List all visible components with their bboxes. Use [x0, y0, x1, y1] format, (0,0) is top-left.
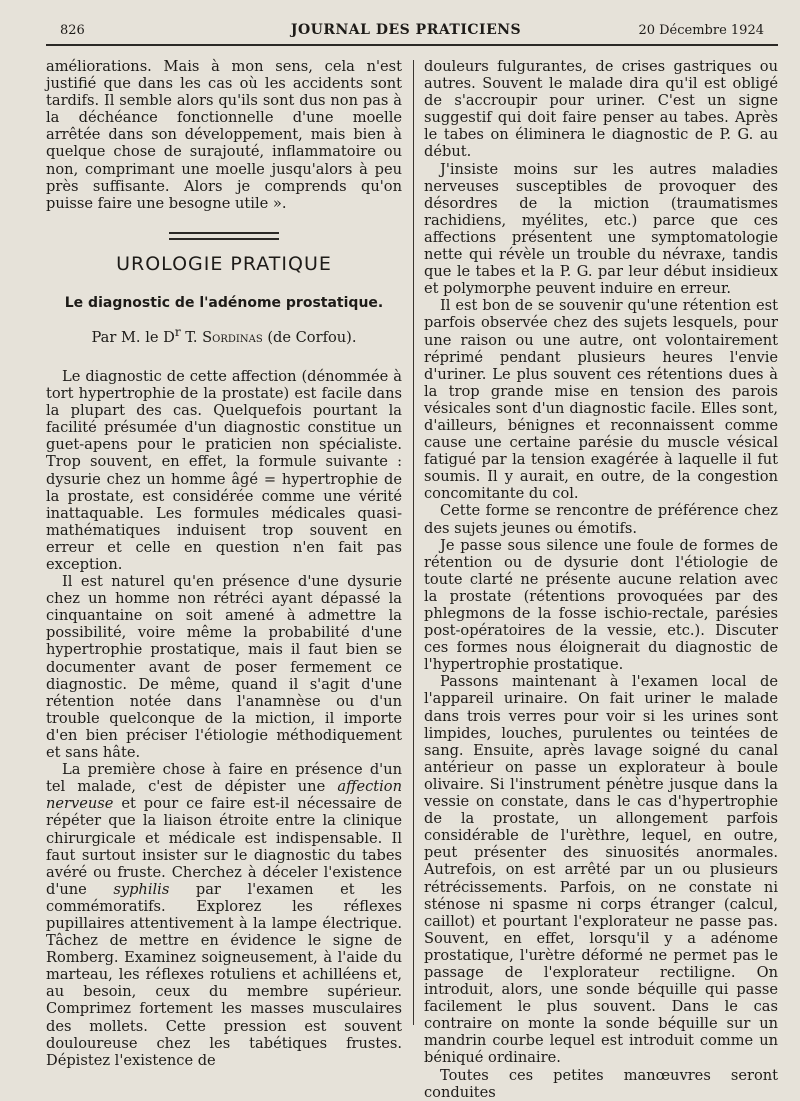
author-name: Sordinas — [202, 328, 263, 346]
paragraph: Le diagnostic de cette affection (dénommée à tort hypertrophie de la prostate) est facile dans la plupart des cas. Quelquefois pourtant la facilité présumée d'un diagnostic constitue un guet-apens pour le praticien non spécialiste. Trop souvent, en effet, la formule suivante : dysurie chez un homme âgé = hypertrophie de la prostate, est considérée comme une vérité inattaquable. Les formules médicales quasi-mathématiques induisent trop souvent en erreur et celle en question n'en fait pas exception. — [46, 367, 402, 574]
paragraph: Je passe sous silence une foule de formes de rétention ou de dysurie dont l'étiologie de toute clarté ne présente aucune relation avec la prostate (rétentions provoquées par des phlegmons de la fosse ischio-rectale, parésies post-opératoires de la vessie, etc.). Discuter ces formes nous éloignerait du diagnostic de l'hypertrophie prostatique. — [424, 536, 778, 674]
italic-term: affection nerveuse — [46, 778, 402, 813]
page-header — [30, 18, 782, 44]
header-rule — [46, 44, 778, 46]
byline — [46, 324, 402, 346]
paragraph-continued: améliorations. Mais à mon sens, cela n'est justifié que dans les cas où les accidents sont tardifs. Il semble alors qu'ils sont dus non pas à la déchéance fonctionnelle d'une moelle arrêtée dans son développement, mais bien à quelque chose de surajouté, inflammatoire ou non, comprimant une moelle jusqu'alors à peu près suffisante. Alors je comprends qu'on puisse faire une besogne utile ». — [46, 58, 402, 212]
text-run: par l'examen et les commémoratifs. Explorez les réflexes pupillaires attentivement à la lampe électrique. Tâchez de mettre en évidence le signe de Romberg. Examinez soigneusement, à l'aide du marteau, les réflexes rotuliens et achilléens et, au besoin, ceux du membre supérieur. Comprimez fortement les masses musculaires des mollets. Cette pression est souvent douloureuse chez les tabétiques frustes. Dépistez l'existence de — [46, 880, 402, 1069]
paragraph: Il est naturel qu'en présence d'une dysurie chez un homme non rétréci ayant dépassé la cinquantaine on soit amené à admettre la possibilité, voire même la probabilité d'une hypertrophie prostatique, mais il faut bien se documenter avant de poser fermement ce diagnostic. De même, quand il s'agit d'une rétention notée dans l'anamnèse ou d'un trouble quelconque de la miction, il importe d'en bien préciser l'étiologie méthodiquement et sans hâte. — [46, 573, 402, 762]
byline-prefix: Par M. le D — [91, 328, 175, 346]
paragraph — [46, 761, 402, 1069]
column-rule — [413, 60, 414, 1025]
page-number: 826 — [60, 23, 85, 38]
byline-initial: T. — [180, 328, 203, 346]
text-run: La première chose à faire en présence d'un tel malade, c'est de dépister une — [46, 761, 402, 796]
section-separator — [169, 232, 279, 240]
article-title: Le diagnostic de l'adénome prostatique. — [64, 294, 384, 311]
text-run: et pour ce faire est-il nécessaire de répéter que la liaison étroite entre la clinique chirurgicale et médicale est indispensable. Il faut surtout insister sur le diagnostic du tabes avéré ou fruste. Cherchez à déceler l'existence d'une — [46, 795, 402, 898]
italic-term: syphilis — [113, 880, 170, 898]
left-column — [46, 58, 402, 1069]
section-title: UROLOGIE PRATIQUE — [116, 252, 332, 275]
paragraph: Il est bon de se souvenir qu'une rétention est parfois observée chez des sujets lesquels, pour une raison ou une autre, ont volontairement réprimé pendant plusieurs heures l'envie d'uriner. Le plus souvent ces rétentions dues à la trop grande mise en tension des parois vésicales sont d'un diagnostic facile. Elles sont, d'ailleurs, bénignes et reconnaissent comme cause une certaine parésie du muscle vésical fatigué par la tension exagérée à laquelle il fut soumis. Il y aurait, en outre, de la congestion concomitante du col. — [424, 297, 778, 503]
paragraph-continued: douleurs fulgurantes, de crises gastriques ou autres. Souvent le malade dira qu'il est obligé de s'accroupir pour uriner. C'est un signe suggestif qui doit faire penser au tabes. Après le tabes on éliminera le diagnostic de P. G. au début. — [424, 58, 778, 161]
paragraph: Passons maintenant à l'examen local de l'appareil urinaire. On fait uriner le malade dans trois verres pour voir si les urines sont limpides, louches, purulentes ou teintées de sang. Ensuite, après lavage soigné du canal antérieur on passe un explorateur à boule olivaire. Si l'instrument pénètre jusque dans la vessie on constate, dans le cas d'hypertrophie de la prostate, un allongement parfois considérable de l'urèthre, lequel, en outre, peut présenter des sinuosités anormales. Autrefois, on est arrêté par un ou plusieurs rétrécissements. Parfois, on ne constate ni sténose ni spasme ni corps étranger (calcul, caillot) et pourtant l'explorateur ne passe pas. Souvent, en effet, lorsqu'il y a adénome prostatique, l'urètre déformé ne permet pas le passage de l'explorateur rectiligne. On introduit, alors, une sonde béquille qui passe facilement le plus souvent. Dans le cas contraire on monte la sonde béquille sur un mandrin courbe lequel est introduit comme un béniqué ordinaire. — [424, 673, 778, 1067]
byline-superscript: r — [174, 325, 181, 340]
byline-suffix: (de Corfou). — [262, 328, 357, 346]
journal-title: JOURNAL DES PRATICIENS — [290, 22, 522, 38]
issue-date: 20 Décembre 1924 — [638, 23, 764, 38]
paragraph: J'insiste moins sur les autres maladies nerveuses susceptibles de provoquer des désordres de la miction (traumatismes rachidiens, myélites, etc.) parce que ces affections présentent une symptomatologie nette qui révèle un trouble du névraxe, tandis que le tabes et la P. G. par leur début insidieux et polymorphe peuvent induire en erreur. — [424, 160, 778, 298]
paragraph: Toutes ces petites manœuvres seront conduites — [424, 1066, 778, 1101]
paragraph: Cette forme se rencontre de préférence chez des sujets jeunes ou émotifs. — [424, 502, 778, 537]
right-column — [424, 58, 778, 1101]
